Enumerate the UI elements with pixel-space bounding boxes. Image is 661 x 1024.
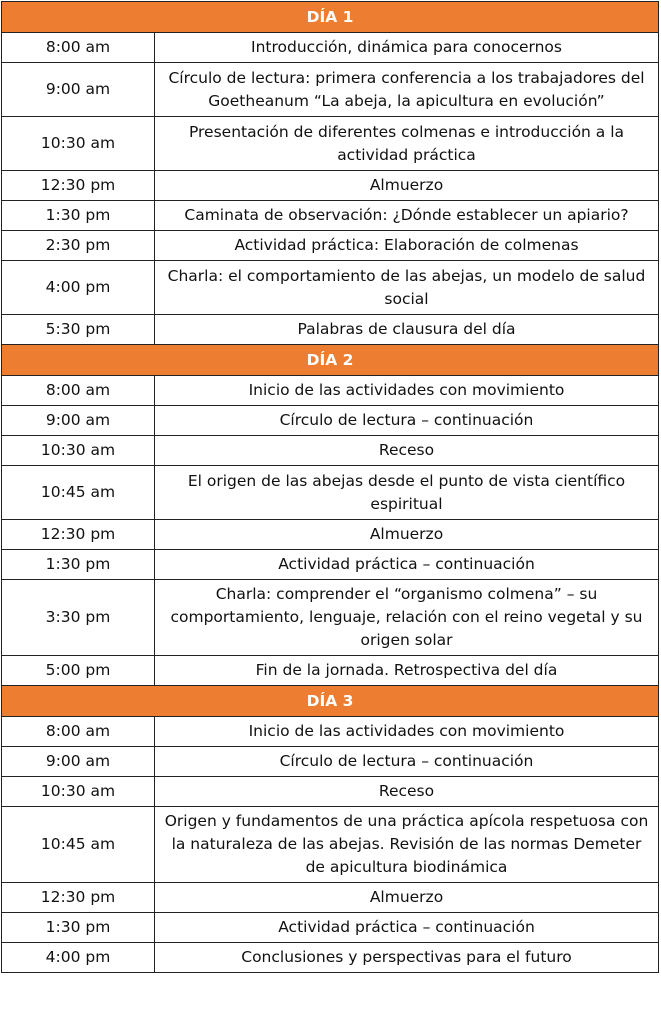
- schedule-row: [2, 201, 659, 231]
- schedule-row: [2, 33, 659, 63]
- time-cell: 4:00 pm: [2, 261, 155, 315]
- schedule-table: [1, 1, 659, 973]
- day-title: DÍA 2: [2, 345, 659, 376]
- schedule-row: [2, 943, 659, 973]
- time-cell: 4:00 pm: [2, 943, 155, 973]
- time-cell: 1:30 pm: [2, 550, 155, 580]
- activity-cell: Almuerzo: [155, 883, 659, 913]
- schedule-row: [2, 747, 659, 777]
- time-cell: 9:00 am: [2, 63, 155, 117]
- activity-cell: Actividad práctica: Elaboración de colmenas: [155, 231, 659, 261]
- activity-cell: Inicio de las actividades con movimiento: [155, 376, 659, 406]
- time-cell: 10:45 am: [2, 466, 155, 520]
- schedule-row: [2, 466, 659, 520]
- activity-cell: Almuerzo: [155, 520, 659, 550]
- time-cell: 12:30 pm: [2, 171, 155, 201]
- time-cell: 9:00 am: [2, 747, 155, 777]
- time-cell: 5:00 pm: [2, 656, 155, 686]
- time-cell: 1:30 pm: [2, 201, 155, 231]
- schedule-row: [2, 656, 659, 686]
- activity-cell: Palabras de clausura del día: [155, 315, 659, 345]
- activity-cell: Actividad práctica – continuación: [155, 550, 659, 580]
- day-header-row: [2, 686, 659, 717]
- activity-cell: Charla: el comportamiento de las abejas, un modelo de salud social: [155, 261, 659, 315]
- schedule-row: [2, 261, 659, 315]
- schedule-row: [2, 807, 659, 883]
- time-cell: 8:00 am: [2, 376, 155, 406]
- day-title: DÍA 3: [2, 686, 659, 717]
- day-header-row: [2, 2, 659, 33]
- time-cell: 10:30 am: [2, 436, 155, 466]
- schedule-row: [2, 520, 659, 550]
- schedule-row: [2, 171, 659, 201]
- activity-cell: Círculo de lectura – continuación: [155, 747, 659, 777]
- activity-cell: Introducción, dinámica para conocernos: [155, 33, 659, 63]
- activity-cell: Receso: [155, 777, 659, 807]
- schedule-row: [2, 117, 659, 171]
- activity-cell: Almuerzo: [155, 171, 659, 201]
- activity-cell: Caminata de observación: ¿Dónde establecer un apiario?: [155, 201, 659, 231]
- activity-cell: El origen de las abejas desde el punto de vista científico espiritual: [155, 466, 659, 520]
- time-cell: 2:30 pm: [2, 231, 155, 261]
- activity-cell: Fin de la jornada. Retrospectiva del día: [155, 656, 659, 686]
- activity-cell: Receso: [155, 436, 659, 466]
- activity-cell: Actividad práctica – continuación: [155, 913, 659, 943]
- time-cell: 8:00 am: [2, 33, 155, 63]
- schedule-row: [2, 436, 659, 466]
- schedule-body: [2, 2, 659, 973]
- activity-cell: Presentación de diferentes colmenas e introducción a la actividad práctica: [155, 117, 659, 171]
- schedule-row: [2, 406, 659, 436]
- activity-cell: Inicio de las actividades con movimiento: [155, 717, 659, 747]
- schedule-row: [2, 717, 659, 747]
- schedule-row: [2, 550, 659, 580]
- schedule-row: [2, 883, 659, 913]
- schedule-row: [2, 777, 659, 807]
- time-cell: 3:30 pm: [2, 580, 155, 656]
- schedule-row: [2, 231, 659, 261]
- time-cell: 10:30 am: [2, 777, 155, 807]
- day-header-row: [2, 345, 659, 376]
- time-cell: 10:30 am: [2, 117, 155, 171]
- day-title: DÍA 1: [2, 2, 659, 33]
- schedule-row: [2, 315, 659, 345]
- schedule-row: [2, 913, 659, 943]
- schedule-row: [2, 63, 659, 117]
- time-cell: 10:45 am: [2, 807, 155, 883]
- time-cell: 9:00 am: [2, 406, 155, 436]
- activity-cell: Charla: comprender el “organismo colmena” – su comportamiento, lenguaje, relación con el reino vegetal y su origen solar: [155, 580, 659, 656]
- activity-cell: Conclusiones y perspectivas para el futuro: [155, 943, 659, 973]
- schedule-row: [2, 376, 659, 406]
- time-cell: 12:30 pm: [2, 520, 155, 550]
- activity-cell: Círculo de lectura – continuación: [155, 406, 659, 436]
- time-cell: 5:30 pm: [2, 315, 155, 345]
- time-cell: 1:30 pm: [2, 913, 155, 943]
- time-cell: 8:00 am: [2, 717, 155, 747]
- schedule-row: [2, 580, 659, 656]
- time-cell: 12:30 pm: [2, 883, 155, 913]
- activity-cell: Círculo de lectura: primera conferencia a los trabajadores del Goetheanum “La abeja, la apicultura en evolución”: [155, 63, 659, 117]
- activity-cell: Origen y fundamentos de una práctica apícola respetuosa con la naturaleza de las abejas. Revisión de las normas Demeter de apicultura biodinámica: [155, 807, 659, 883]
